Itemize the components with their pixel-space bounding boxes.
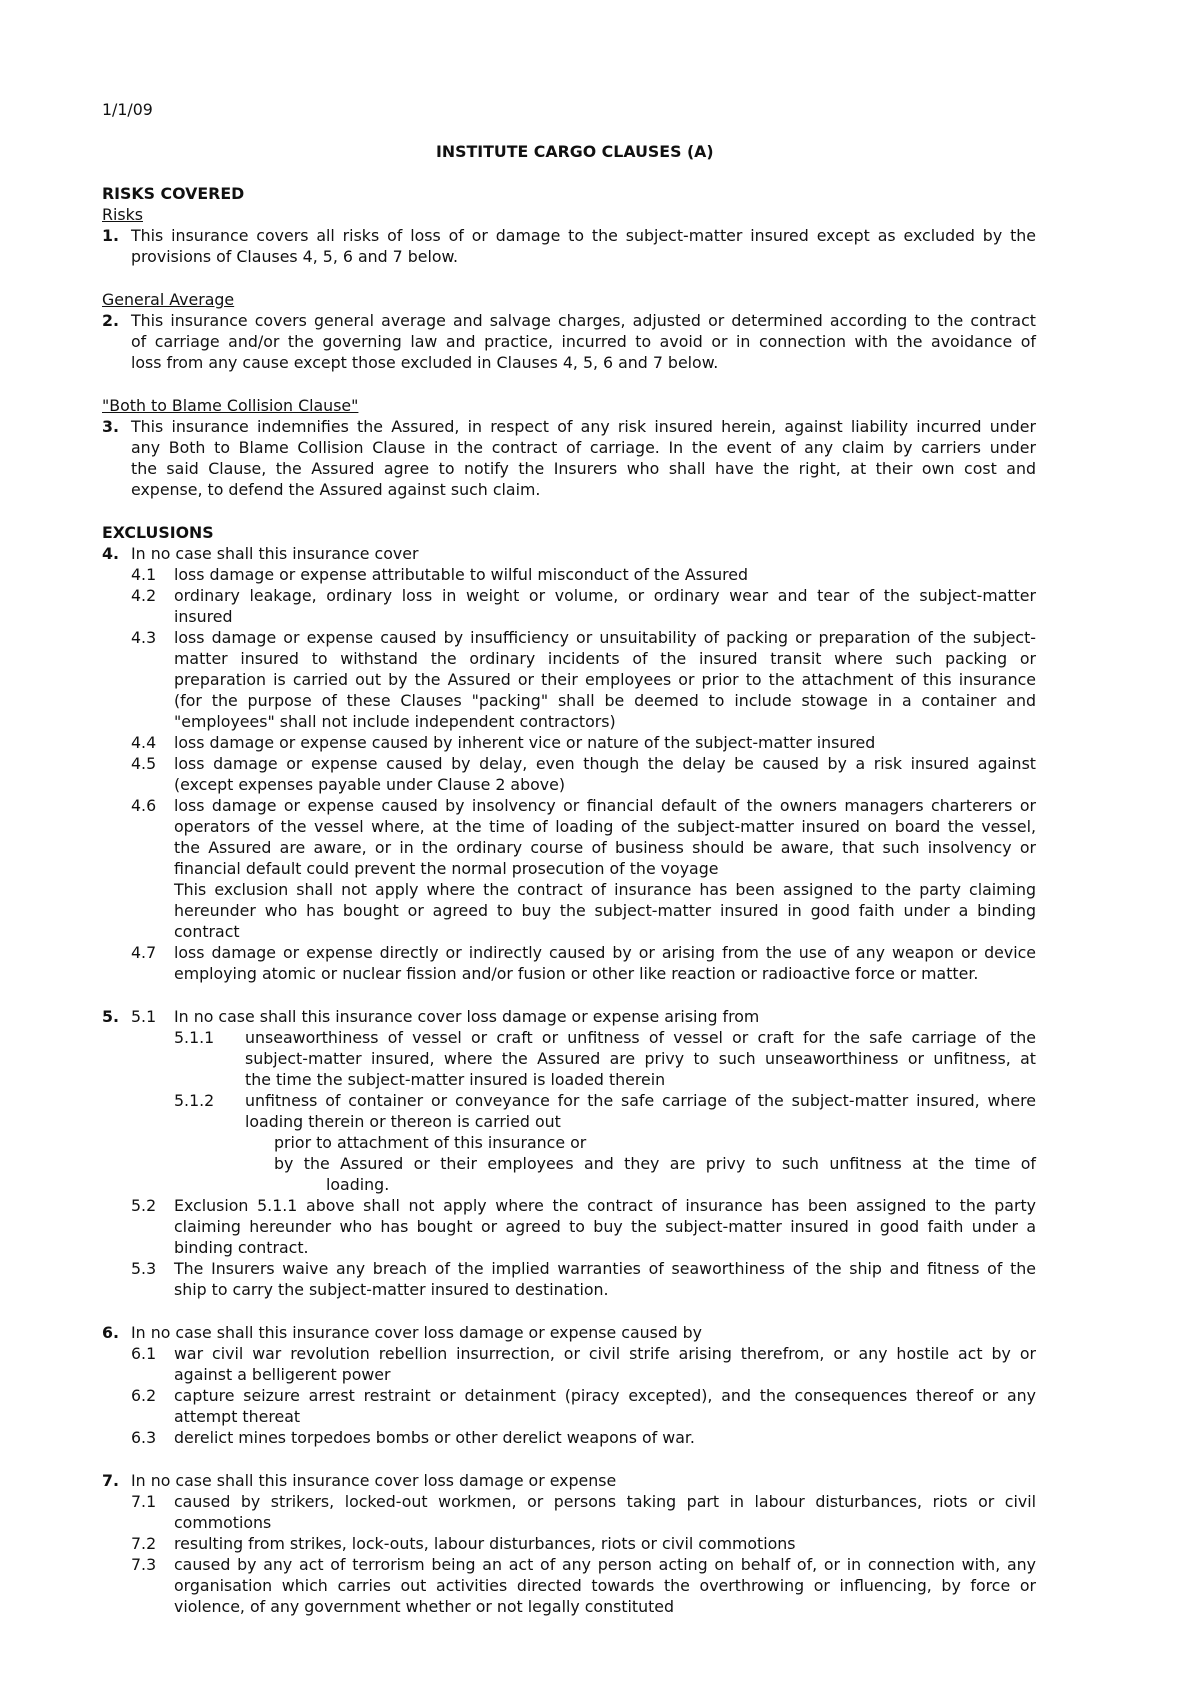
subclause-line: operators of the vessel where, at the time of loading of the subject-matter insured on board the vessel, — [174, 817, 1036, 836]
subclause-number: 7.1 — [131, 1492, 157, 1511]
subheading-risks: Risks — [102, 205, 143, 224]
subclause-line: binding contract. — [174, 1238, 309, 1257]
subclause-number: 4.4 — [131, 733, 157, 752]
subclause-number: 5.2 — [131, 1196, 157, 1215]
subclause-number: 4.2 — [131, 586, 157, 605]
subclause-line: commotions — [174, 1513, 272, 1532]
document-date: 1/1/09 — [102, 100, 153, 119]
subsubclause-line: loading therein or thereon is carried out — [245, 1112, 561, 1131]
subclause-line: matter insured to withstand the ordinary incidents of the insured transit where such packing or — [174, 649, 1036, 668]
clause-line: any Both to Blame Collision Clause in the contract of carriage. In the event of any claim by carriers under — [131, 438, 1036, 457]
subsubclause-line: prior to attachment of this insurance or — [274, 1133, 587, 1152]
clause-line: loss from any cause except those excluded in Clauses 4, 5, 6 and 7 below. — [131, 353, 719, 372]
clause-number: 1. — [102, 226, 119, 245]
subsubclause-number: 5.1.1 — [174, 1028, 215, 1047]
section-heading-exclusions: EXCLUSIONS — [102, 523, 214, 542]
subclause-line: capture seizure arrest restraint or detainment (piracy excepted), and the consequences thereof or any — [174, 1386, 1036, 1405]
clause-line: This insurance covers general average and salvage charges, adjusted or determined according to the contract — [131, 311, 1036, 330]
document-title: INSTITUTE CARGO CLAUSES (A) — [436, 142, 714, 161]
subsubclause-number: 5.1.2 — [174, 1091, 215, 1110]
clause-line: expense, to defend the Assured against such claim. — [131, 480, 541, 499]
subsubclause-line: by the Assured or their employees and they are privy to such unfitness at the time of — [274, 1154, 1036, 1173]
section-heading-risks-covered: RISKS COVERED — [102, 184, 245, 203]
clause-intro: In no case shall this insurance cover loss damage or expense caused by — [131, 1323, 703, 1342]
clause-intro: In no case shall this insurance cover — [131, 544, 419, 563]
subsubclause-line: unseaworthiness of vessel or craft or unfitness of vessel or craft for the safe carriage of the — [245, 1028, 1036, 1047]
subclause-number: 6.1 — [131, 1344, 157, 1363]
subclause-line: against a belligerent power — [174, 1365, 391, 1384]
clause-line: the said Clause, the Assured agree to notify the Insurers who shall have the right, at their own cost and — [131, 459, 1036, 478]
subclause-number: 4.7 — [131, 943, 157, 962]
subclause-line: derelict mines torpedoes bombs or other derelict weapons of war. — [174, 1428, 695, 1447]
subclause-number: 7.2 — [131, 1534, 157, 1553]
clause-number: 3. — [102, 417, 119, 436]
subclause-number: 5.3 — [131, 1259, 157, 1278]
subclause-number: 4.5 — [131, 754, 157, 773]
subclause-line: loss damage or expense caused by insolvency or financial default of the owners managers charterers or — [174, 796, 1036, 815]
subclause-line: "employees" shall not include independent contractors) — [174, 712, 616, 731]
subclause-line: loss damage or expense attributable to wilful misconduct of the Assured — [174, 565, 749, 584]
clause-intro: In no case shall this insurance cover loss damage or expense — [131, 1471, 617, 1490]
subclause-line: ship to carry the subject-matter insured to destination. — [174, 1280, 609, 1299]
subclause-line: loss damage or expense caused by delay, even though the delay be caused by a risk insured against — [174, 754, 1036, 773]
clause-number: 6. — [102, 1323, 119, 1342]
subclause-line: (for the purpose of these Clauses "packing" shall be deemed to include stowage in a container and — [174, 691, 1036, 710]
clause-number: 7. — [102, 1471, 119, 1490]
subclause-line: The Insurers waive any breach of the implied warranties of seaworthiness of the ship and fitness of the — [174, 1259, 1036, 1278]
subsubclause-line: the time the subject-matter insured is loaded therein — [245, 1070, 666, 1089]
clause-number: 2. — [102, 311, 119, 330]
clause-number: 4. — [102, 544, 119, 563]
subclause-line: loss damage or expense directly or indirectly caused by or arising from the use of any weapon or device — [174, 943, 1036, 962]
clause-line: This insurance indemnifies the Assured, in respect of any risk insured herein, against liability incurred under — [131, 417, 1036, 436]
subclause-line: insured — [174, 607, 233, 626]
subclause-number: 6.3 — [131, 1428, 157, 1447]
clause-line: provisions of Clauses 4, 5, 6 and 7 below. — [131, 247, 459, 266]
clause-number: 5. — [102, 1007, 119, 1026]
subclause-line: financial default could prevent the normal prosecution of the voyage — [174, 859, 719, 878]
subheading-both-to-blame: "Both to Blame Collision Clause" — [102, 396, 359, 415]
subheading-general-average: General Average — [102, 290, 235, 309]
subclause-line: In no case shall this insurance cover loss damage or expense arising from — [174, 1007, 760, 1026]
subclause-line: loss damage or expense caused by inherent vice or nature of the subject-matter insured — [174, 733, 876, 752]
subclause-line: claiming hereunder who has bought or agreed to buy the subject-matter insured in good faith under a — [174, 1217, 1036, 1236]
subclause-number: 5.1 — [131, 1007, 157, 1026]
subclause-number: 7.3 — [131, 1555, 157, 1574]
subclause-line: (except expenses payable under Clause 2 above) — [174, 775, 566, 794]
subclause-line: war civil war revolution rebellion insurrection, or civil strife arising therefrom, or any hostile act by or — [174, 1344, 1036, 1363]
subsubclause-line: subject-matter insured, where the Assured are privy to such unseaworthiness or unfitness, at — [245, 1049, 1036, 1068]
subclause-line: hereunder who has bought or agreed to buy the subject-matter insured in good faith under a binding — [174, 901, 1036, 920]
subclause-line: Exclusion 5.1.1 above shall not apply where the contract of insurance has been assigned to the party — [174, 1196, 1036, 1215]
clause-line: This insurance covers all risks of loss of or damage to the subject-matter insured except as excluded by the — [131, 226, 1036, 245]
subclause-line: employing atomic or nuclear fission and/or fusion or other like reaction or radioactive force or matter. — [174, 964, 979, 983]
subclause-line: resulting from strikes, lock-outs, labour disturbances, riots or civil commotions — [174, 1534, 796, 1553]
subclause-number: 4.1 — [131, 565, 157, 584]
subclause-line: caused by any act of terrorism being an act of any person acting on behalf of, or in connection with, any — [174, 1555, 1036, 1574]
subclause-number: 4.3 — [131, 628, 157, 647]
subclause-line: violence, of any government whether or not legally constituted — [174, 1597, 675, 1616]
subsubclause-line: loading. — [326, 1175, 390, 1194]
clause-line: of carriage and/or the governing law and practice, incurred to avoid or in connection with the avoidance of — [131, 332, 1036, 351]
subclause-line: ordinary leakage, ordinary loss in weight or volume, or ordinary wear and tear of the subject-matter — [174, 586, 1036, 605]
subclause-line: caused by strikers, locked-out workmen, or persons taking part in labour disturbances, riots or civil — [174, 1492, 1036, 1511]
subclause-line: loss damage or expense caused by insufficiency or unsuitability of packing or preparation of the subject- — [174, 628, 1036, 647]
subclause-line: organisation which carries out activities directed towards the overthrowing or influencing, by force or — [174, 1576, 1036, 1595]
subclause-number: 4.6 — [131, 796, 157, 815]
subclause-line: attempt thereat — [174, 1407, 301, 1426]
subclause-line: preparation is carried out by the Assured or their employees or prior to the attachment of this insurance — [174, 670, 1036, 689]
subclause-number: 6.2 — [131, 1386, 157, 1405]
subclause-line: This exclusion shall not apply where the contract of insurance has been assigned to the party claiming — [174, 880, 1036, 899]
subsubclause-line: unfitness of container or conveyance for the safe carriage of the subject-matter insured, where — [245, 1091, 1036, 1110]
subclause-line: the Assured are aware, or in the ordinary course of business should be aware, that such insolvency or — [174, 838, 1036, 857]
subclause-line: contract — [174, 922, 240, 941]
